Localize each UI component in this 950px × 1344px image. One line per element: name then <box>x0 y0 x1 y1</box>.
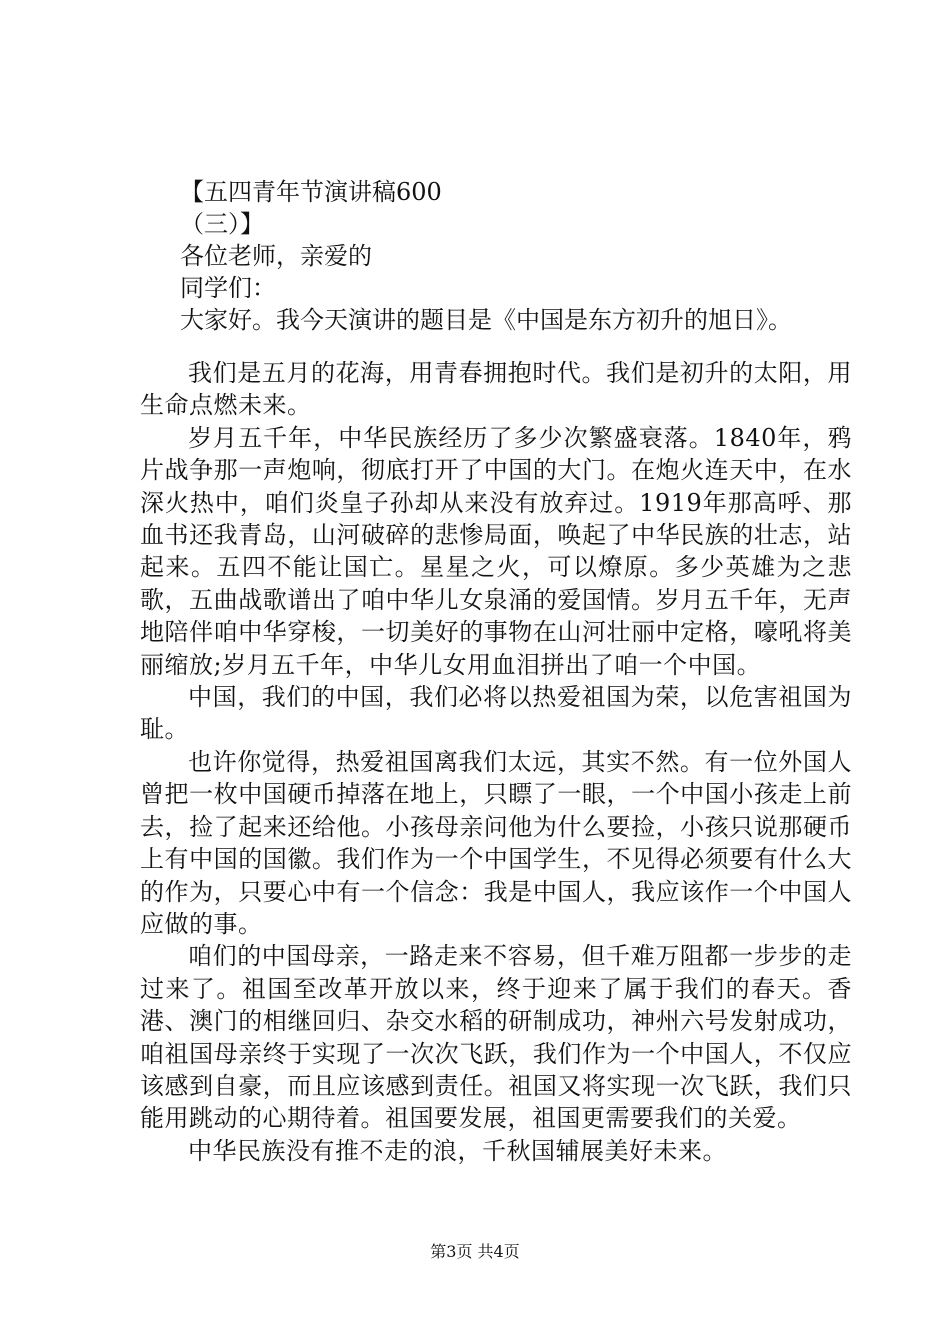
title-line-2: （三）】 <box>180 210 264 238</box>
paragraph: 也许你觉得，热爱祖国离我们太远，其实不然。有一位外国人曾把一枚中国硬币掉落在地上，只瞟了一眼，一个中国小孩走上前去，捡了起来还给他。小孩母亲问他为什么要捡，小孩只说那硬币上有中国的国徽。我们作为一个中国学生，不见得必须要有什么大的作为，只要心中有一个信念：我是中国人，我应该作一个中国人应做的事。 <box>140 747 852 938</box>
greeting <box>180 240 880 336</box>
greeting-line-1: 各位老师，亲爱的 <box>180 242 372 270</box>
page-number-footer: 第3页 共4页 <box>430 1242 520 1261</box>
greeting-line-3: 大家好。我今天演讲的题目是《中国是东方初升的旭日》。 <box>180 306 792 334</box>
speech-title <box>180 176 850 240</box>
paragraph: 中国，我们的中国，我们必将以热爱祖国为荣，以危害祖国为耻。 <box>140 683 852 744</box>
paragraph: 岁月五千年，中华民族经历了多少次繁盛衰落。1840年，鸦片战争那一声炮响，彻底打开了中国的大门。在炮火连天中，在水深火热中，咱们炎皇子孙却从来没有放弃过。1919年那高呼、那血书还我青岛，山河破碎的悲惨局面，唤起了中华民族的壮志，站起来。五四不能让国亡。星星之火，可以燎原。多少英雄为之悲歌，五曲战歌谱出了咱中华儿女泉涌的爱国情。岁月五千年，无声地陪伴咱中华穿梭，一切美好的事物在山河壮丽中定格，嚎吼将美丽缩放;岁月五千年，中华儿女用血泪拼出了咱一个中国。 <box>140 423 852 679</box>
speech-body <box>140 357 852 1167</box>
paragraph: 咱们的中国母亲，一路走来不容易，但千难万阻都一步步的走过来了。祖国至改革开放以来，终于迎来了属于我们的春天。香港、澳门的相继回归、杂交水稻的研制成功，神州六号发射成功，咱祖国母亲终于实现了一次次飞跃，我们作为一个中国人，不仅应该感到自豪，而且应该感到责任。祖国又将实现一次飞跃，我们只能用跳动的心期待着。祖国要发展，祖国更需要我们的关爱。 <box>140 942 852 1133</box>
paragraph: 我们是五月的花海，用青春拥抱时代。我们是初升的太阳，用生命点燃未来。 <box>140 359 852 420</box>
greeting-line-2: 同学们： <box>180 274 276 302</box>
title-line-1: 【五四青年节演讲稿600 <box>180 178 442 206</box>
paragraph: 中华民族没有推不走的浪，千秋国辅展美好未来。 <box>188 1136 727 1165</box>
